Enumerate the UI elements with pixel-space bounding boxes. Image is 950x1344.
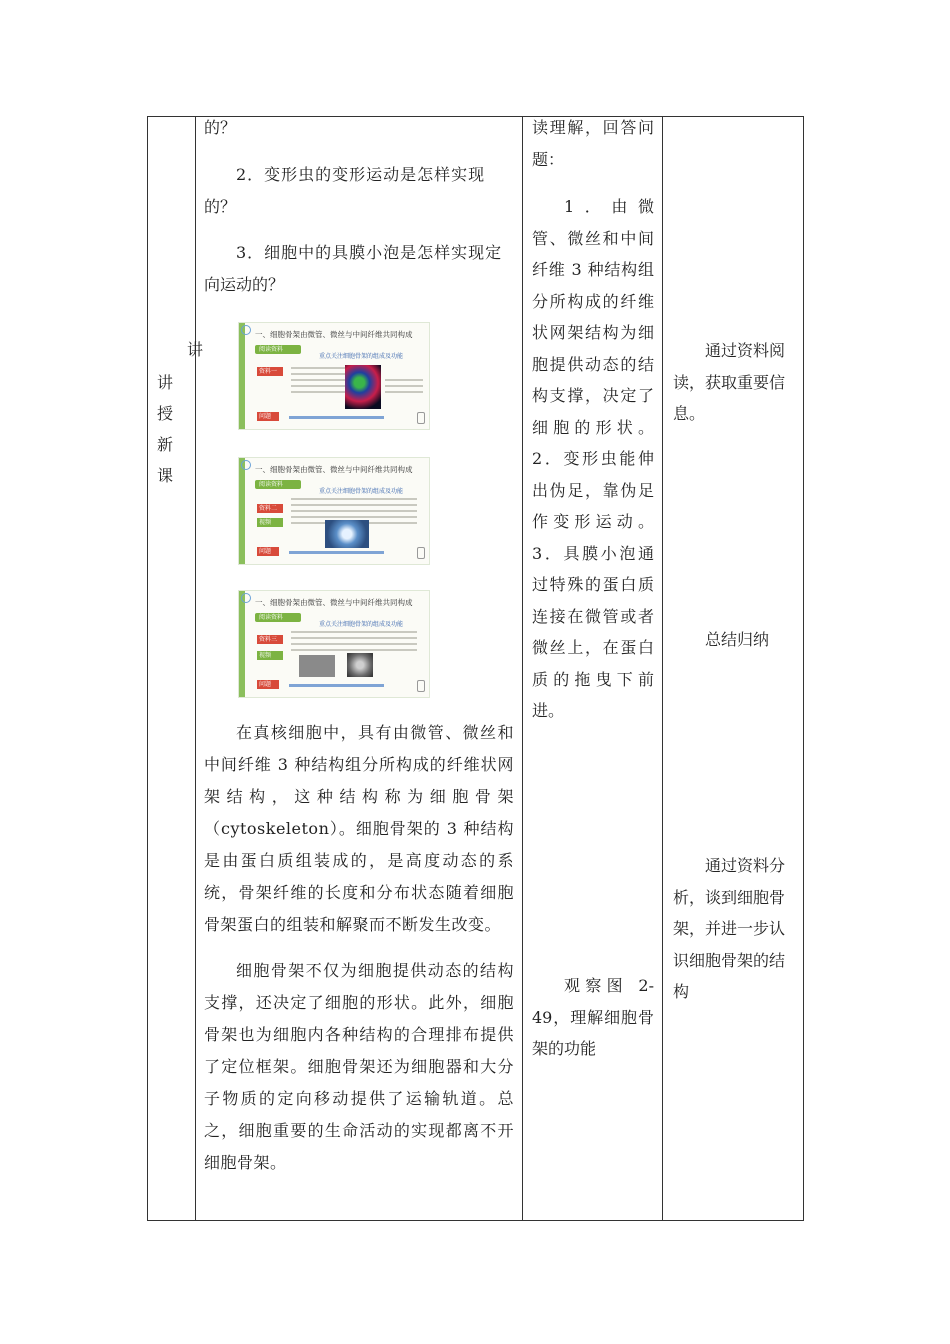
table-border-bottom (147, 1220, 804, 1221)
table-divider-2 (522, 116, 523, 1221)
table-divider-3 (662, 116, 663, 1221)
question-2-line-2: 的？ (204, 197, 237, 216)
microscope-icon (417, 412, 425, 424)
microscopy-image (345, 365, 381, 409)
slide-sidebar (239, 458, 245, 564)
logo-icon (241, 460, 251, 470)
slide-thumbnail-2 (238, 457, 430, 565)
slide-tag: 阅读资料 (255, 613, 301, 622)
slide-question-text (289, 684, 384, 687)
question-2-line-1: 2．变形虫的变形运动是怎样实现 (236, 165, 486, 184)
logo-icon (241, 593, 251, 603)
design-intent-1: 通过资料阅读，获取重要信息。 (673, 341, 786, 423)
slide-title: 一、细胞骨架由微管、微丝与中间纤维共同构成 (255, 465, 413, 474)
slide-title: 一、细胞骨架由微管、微丝与中间纤维共同构成 (255, 598, 413, 607)
question-3-line-2: 向运动的？ (204, 275, 285, 294)
video-thumbnail-right (347, 653, 373, 677)
question-3-line-1: 3．细胞中的具膜小泡是怎样实现定 (236, 243, 503, 262)
slide-sidebar (239, 591, 245, 697)
observe-figure-task: 观察图 2-49，理解细胞骨架的功能 (532, 976, 654, 1058)
microscope-icon (417, 680, 425, 692)
slide-sidebar (239, 323, 245, 429)
slide-label-1: 资料二 (257, 504, 283, 513)
slide-label-1: 资料三 (257, 635, 283, 644)
video-thumbnail (325, 520, 369, 548)
slide-thumbnail-1 (238, 322, 430, 430)
section-label: 讲授新课 (156, 373, 173, 485)
slide-question-text (289, 551, 384, 554)
table-divider-1 (195, 116, 196, 1221)
slide-text-lines (291, 631, 417, 655)
slide-question-text (289, 416, 384, 419)
slide-label-2: 视频 (257, 651, 283, 660)
slide-label-1: 资料一 (257, 367, 283, 376)
slide-text-lines-2 (385, 379, 423, 397)
logo-icon (241, 325, 251, 335)
video-thumbnail-left (299, 655, 335, 677)
student-activity-intro: 读理解，回答问题： (532, 118, 654, 169)
student-answer: 1．由微管、微丝和中间纤维 3 种结构组分所构成的纤维状网架结构为细胞提供动态的结构支撑，决定了细胞的形状。2．变形虫能伸出伪足，靠伪足作变形运动。3．具膜小泡通过特殊的蛋白质连接在微管或者微丝上，在蛋白质的拖曳下前进。 (532, 197, 654, 720)
slide-tag: 阅读资料 (255, 345, 301, 354)
slide-subtitle: 重点关注细胞骨架的组成及功能 (319, 621, 404, 628)
slide-question-label: 问题 (257, 680, 279, 689)
slide-thumbnail-3 (238, 590, 430, 698)
paragraph-cytoskeleton-definition: 在真核细胞中，具有由微管、微丝和中间纤维 3 种结构组分所构成的纤维状网架结构，这种结构称为细胞骨架（cytoskeleton）。细胞骨架的 3 种结构是由蛋白质组装成的，是高度动态的系统，骨架纤维的长度和分布状态随着细胞骨架蛋白的组装和解聚而不断发生改变。 (204, 723, 514, 934)
question-1-tail: 的？ (204, 118, 237, 137)
slide-tag: 阅读资料 (255, 480, 301, 489)
microscope-icon (417, 547, 425, 559)
slide-subtitle: 重点关注细胞骨架的组成及功能 (319, 488, 404, 495)
table-border-left (147, 116, 148, 1221)
slide-title: 一、细胞骨架由微管、微丝与中间纤维共同构成 (255, 330, 413, 339)
design-intent-3: 通过资料分析，谈到细胞骨架，并进一步认识细胞骨架的结构 (673, 856, 786, 1001)
margin-label: 讲 (187, 340, 204, 359)
design-intent-2: 总结归纳 (705, 630, 770, 649)
slide-subtitle: 重点关注细胞骨架的组成及功能 (319, 353, 404, 360)
slide-question-label: 问题 (257, 412, 279, 421)
table-border-right (803, 116, 804, 1221)
paragraph-cytoskeleton-function: 细胞骨架不仅为细胞提供动态的结构支撑，还决定了细胞的形状。此外，细胞骨架也为细胞内各种结构的合理排布提供了定位框架。细胞骨架还为细胞器和大分子物质的定向移动提供了运输轨道。总之，细胞重要的生命活动的实现都离不开细胞骨架。 (204, 961, 514, 1172)
slide-label-2: 视频 (257, 518, 283, 527)
slide-question-label: 问题 (257, 547, 279, 556)
